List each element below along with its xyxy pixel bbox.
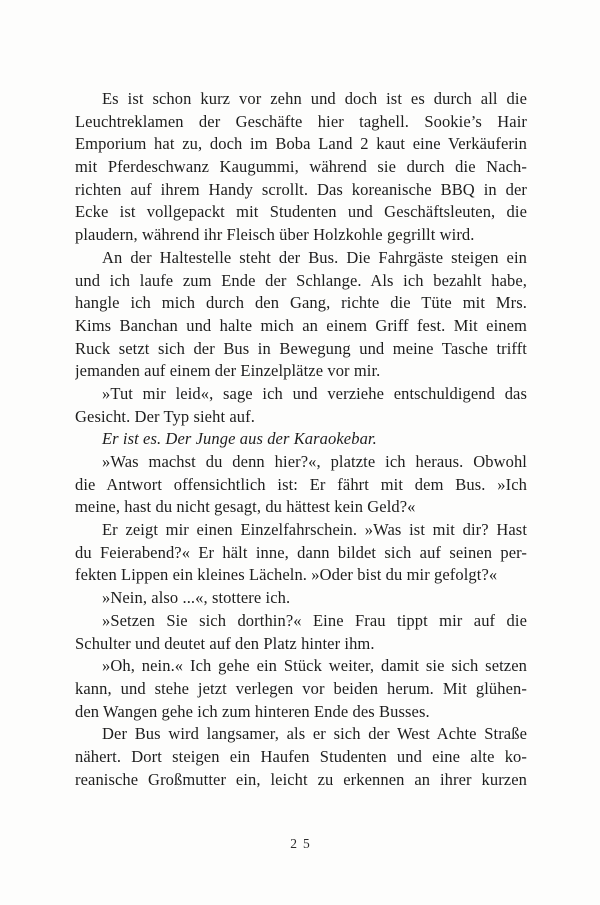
paragraph (75, 451, 527, 519)
text-line: nähert. Dort steigen ein Haufen Studenten und eine alte ko- (75, 746, 527, 766)
paragraph (75, 383, 527, 428)
paragraph (75, 610, 527, 655)
text-line: fekten Lippen ein kleines Lächeln. »Oder bist du mir gefolgt?« (75, 565, 498, 585)
text-line: Gesicht. Der Typ sieht auf. (75, 406, 255, 426)
text-line: »Setzen Sie sich dorthin?« Eine Frau tippt mir auf die (102, 610, 527, 630)
text-line: du Feierabend?« Er hält inne, dann bildet sich auf seinen per- (75, 542, 527, 562)
text-line: Er ist es. Der Junge aus der Karaokebar. (102, 429, 377, 449)
text-line: jemanden auf einem der Einzelplätze vor mir. (75, 361, 381, 381)
page-number: 25 (290, 836, 316, 851)
text-line: »Oh, nein.« Ich gehe ein Stück weiter, damit sie sich setzen (102, 656, 527, 676)
text-line: Kims Banchan und halte mich an einem Griff fest. Mit einem (75, 315, 527, 335)
body-text (75, 88, 527, 791)
paragraph (75, 723, 527, 791)
text-line: Emporium hat zu, doch im Boba Land 2 kaut eine Verkäuferin (75, 134, 527, 154)
text-line: Der Bus wird langsamer, als er sich der West Achte Straße (102, 724, 527, 744)
text-line: »Tut mir leid«, sage ich und verziehe entschuldigend das (102, 383, 527, 403)
text-line: und ich laufe zum Ende der Schlange. Als ich bezahlt habe, (75, 270, 527, 290)
paragraph-italic (75, 428, 527, 451)
paragraph (75, 655, 527, 723)
text-line: Schulter und deutet auf den Platz hinter ihm. (75, 633, 375, 653)
text-line: Leuchtreklamen der Geschäfte hier taghell. Sookie’s Hair (75, 111, 527, 131)
text-line: Ruck setzt sich der Bus in Bewegung und meine Tasche trifft (75, 338, 527, 358)
text-line: meine, hast du nicht gesagt, du hättest kein Geld?« (75, 497, 416, 517)
text-line: mit Pferdeschwanz Kaugummi, während sie durch die Nach- (75, 157, 527, 177)
paragraph (75, 519, 527, 587)
text-line: richten auf ihrem Handy scrollt. Das koreanische BBQ in der (75, 179, 527, 199)
text-line: den Wangen gehe ich zum hinteren Ende des Busses. (75, 701, 430, 721)
text-line: plaudern, während ihr Fleisch über Holzkohle gegrillt wird. (75, 225, 475, 245)
text-line: Ecke ist vollgepackt mit Studenten und Geschäftsleuten, die (75, 202, 527, 222)
text-line: die Antwort offensichtlich ist: Er fährt mit dem Bus. »Ich (75, 474, 527, 494)
text-line: kann, und stehe jetzt verlegen vor beiden herum. Mit glühen- (75, 678, 527, 698)
paragraph (75, 587, 527, 610)
text-line: »Nein, also ...«, stottere ich. (102, 588, 291, 608)
text-line: Er zeigt mir einen Einzelfahrschein. »Was ist mit dir? Hast (102, 520, 527, 540)
text-line: hangle ich mich durch den Gang, richte die Tüte mit Mrs. (75, 293, 527, 313)
text-line: reanische Großmutter ein, leicht zu erkennen an ihrer kurzen (75, 769, 527, 789)
text-line: »Was machst du denn hier?«, platzte ich heraus. Obwohl (102, 452, 527, 471)
paragraph (75, 88, 527, 247)
text-line: Es ist schon kurz vor zehn und doch ist es durch all die (102, 89, 527, 108)
paragraph (75, 247, 527, 383)
text-line: An der Haltestelle steht der Bus. Die Fahrgäste steigen ein (102, 247, 527, 267)
